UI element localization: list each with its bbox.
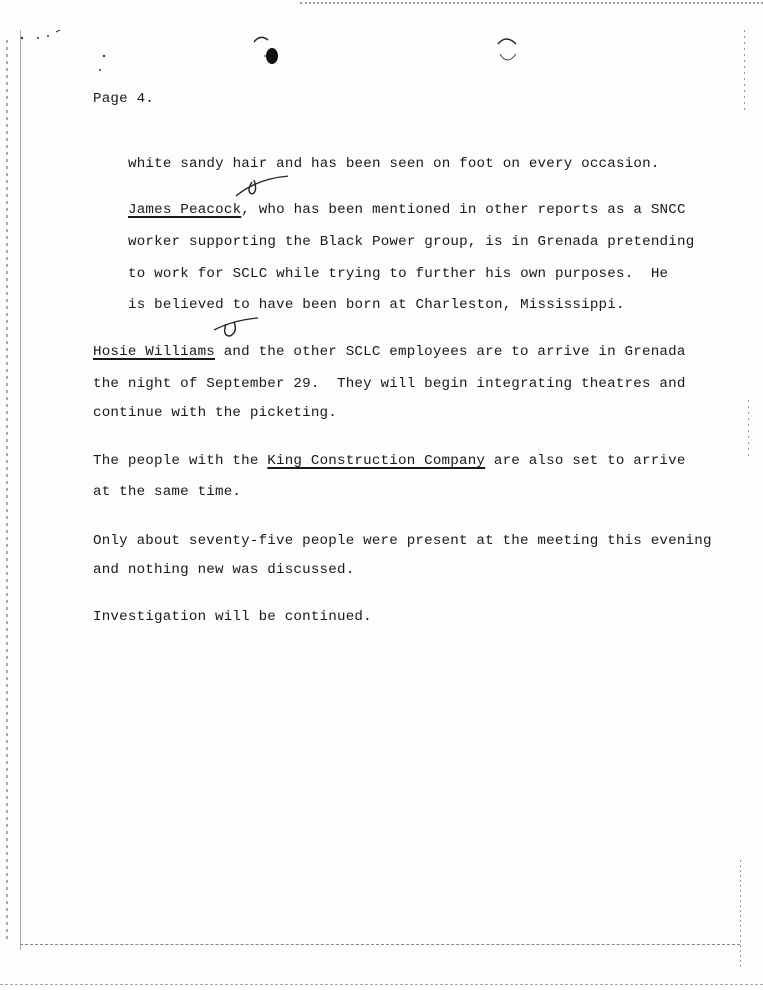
scan-artifact-right-edge bbox=[748, 400, 749, 460]
handwritten-check-mark bbox=[210, 314, 270, 344]
underlined-company: King Construction Company bbox=[267, 453, 486, 469]
text-segment: , who has been mentioned in other reports as a SNCC bbox=[241, 202, 686, 218]
text-line bbox=[93, 343, 686, 361]
text-line: continue with the picketing. bbox=[93, 405, 337, 421]
punch-hole-icon bbox=[252, 34, 278, 64]
underlined-name: James Peacock bbox=[128, 202, 242, 218]
punch-hole-icon bbox=[494, 34, 520, 64]
scan-artifact-right-edge bbox=[740, 860, 741, 970]
underlined-name: Hosie Williams bbox=[93, 344, 215, 360]
text-segment: are also set to arrive bbox=[485, 453, 686, 469]
text-line: Investigation will be continued. bbox=[93, 609, 372, 625]
scan-artifact-left-border bbox=[20, 30, 21, 950]
handwritten-check-mark bbox=[228, 172, 288, 202]
text-line: the night of September 29. They will begin integrating theatres and bbox=[93, 376, 686, 392]
text-line: and nothing new was discussed. bbox=[93, 562, 355, 578]
page-number: Page 4. bbox=[93, 91, 154, 107]
scan-artifact-right-edge bbox=[744, 30, 745, 110]
scan-artifact-bottom-border bbox=[20, 944, 740, 946]
text-segment: The people with the bbox=[93, 453, 268, 469]
scan-artifact-top bbox=[300, 2, 763, 6]
text-line bbox=[93, 452, 686, 470]
text-line: is believed to have been born at Charleston, Mississippi. bbox=[128, 297, 625, 313]
text-line: to work for SCLC while trying to further his own purposes. He bbox=[128, 266, 669, 282]
text-line bbox=[128, 201, 686, 219]
text-line: worker supporting the Black Power group, is in Grenada pretending bbox=[128, 234, 695, 250]
text-segment: and the other SCLC employees are to arrive in Grenada bbox=[215, 344, 686, 360]
scan-artifact-left-edge bbox=[6, 40, 8, 940]
scan-artifact-bottom-edge bbox=[0, 984, 763, 986]
text-line: at the same time. bbox=[93, 484, 242, 500]
text-line: white sandy hair and has been seen on foot on every occasion. bbox=[128, 156, 660, 172]
text-line: Only about seventy-five people were present at the meeting this evening bbox=[93, 533, 712, 549]
scan-speck-marks bbox=[18, 28, 108, 78]
